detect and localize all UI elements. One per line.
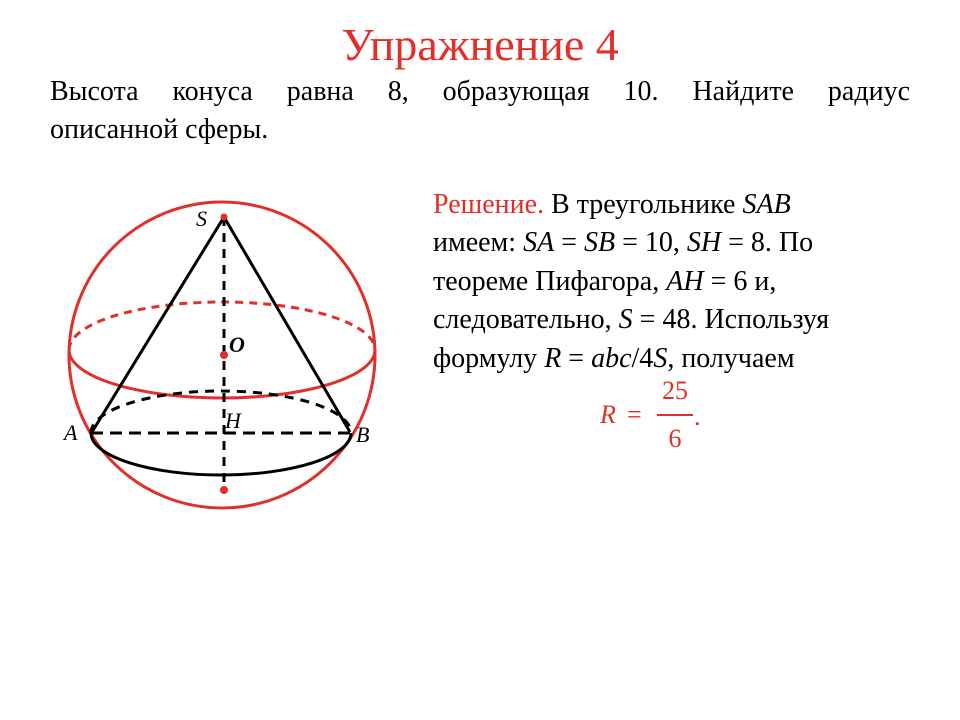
solution-line-2 (433, 224, 933, 262)
answer-equals-sign: = (627, 400, 642, 429)
slide-title: Упражнение 4 (341, 19, 619, 70)
answer-denominator: 6 (668, 424, 682, 453)
solution-text (433, 186, 933, 378)
solution-text-segment: формулу (433, 342, 545, 374)
solution-variable: SAB (742, 189, 791, 220)
solution-line-3 (433, 263, 933, 301)
label-s: S (196, 206, 207, 231)
solution-text-segment: = 6 и, (703, 265, 777, 297)
solution-text-segment: = 8. По (721, 227, 814, 259)
solution-line-1 (433, 186, 933, 224)
solution-text-segment: , получаем (667, 342, 795, 374)
solution-variable: S (618, 304, 633, 336)
cone-base-visible-arc (91, 433, 351, 475)
solution-variable: SH (686, 227, 722, 259)
point-s (221, 214, 228, 221)
solution-variable: S (653, 342, 668, 374)
solution-variable: SB (583, 227, 616, 259)
sphere-bottom-point (220, 486, 228, 494)
solution-text-segment: = 48. Используя (632, 304, 830, 336)
problem-text-line-2: описанной сферы. (50, 114, 269, 145)
label-a: A (64, 420, 78, 445)
solution-label: Решение. (433, 189, 545, 220)
solution-variable: R (544, 342, 562, 374)
solution-variable: AH (666, 265, 704, 297)
problem-text-line-1: Высота конуса равна 8, образующая 10. Найдите радиус (50, 76, 910, 107)
label-h: H (225, 408, 241, 433)
solution-line-4 (433, 301, 933, 339)
solution-text-segment: = 10, (615, 227, 687, 259)
answer-variable: R (600, 400, 616, 429)
answer-numerator: 25 (662, 376, 688, 405)
solution-text-segment: /4 (631, 342, 654, 374)
solution-line-5 (433, 340, 933, 378)
solution-text-segment: В треугольнике (544, 189, 743, 220)
answer-period: . (694, 402, 701, 431)
solution-variable: SA (523, 227, 555, 259)
solution-text-segment: следовательно, (433, 304, 619, 336)
point-o (220, 351, 228, 359)
solution-text-segment: = (554, 227, 584, 259)
sphere-equator-hidden-arc (69, 302, 375, 350)
solution-text-segment: = (561, 342, 592, 374)
solution-text-segment: имеем: (433, 227, 524, 259)
label-o: O (229, 332, 245, 357)
answer-fraction-bar (657, 414, 693, 416)
solution-text-segment: теореме Пифагора, (433, 265, 667, 297)
cone-in-sphere-diagram (0, 0, 420, 520)
label-b: B (356, 422, 370, 447)
solution-variable: abc (591, 342, 632, 374)
